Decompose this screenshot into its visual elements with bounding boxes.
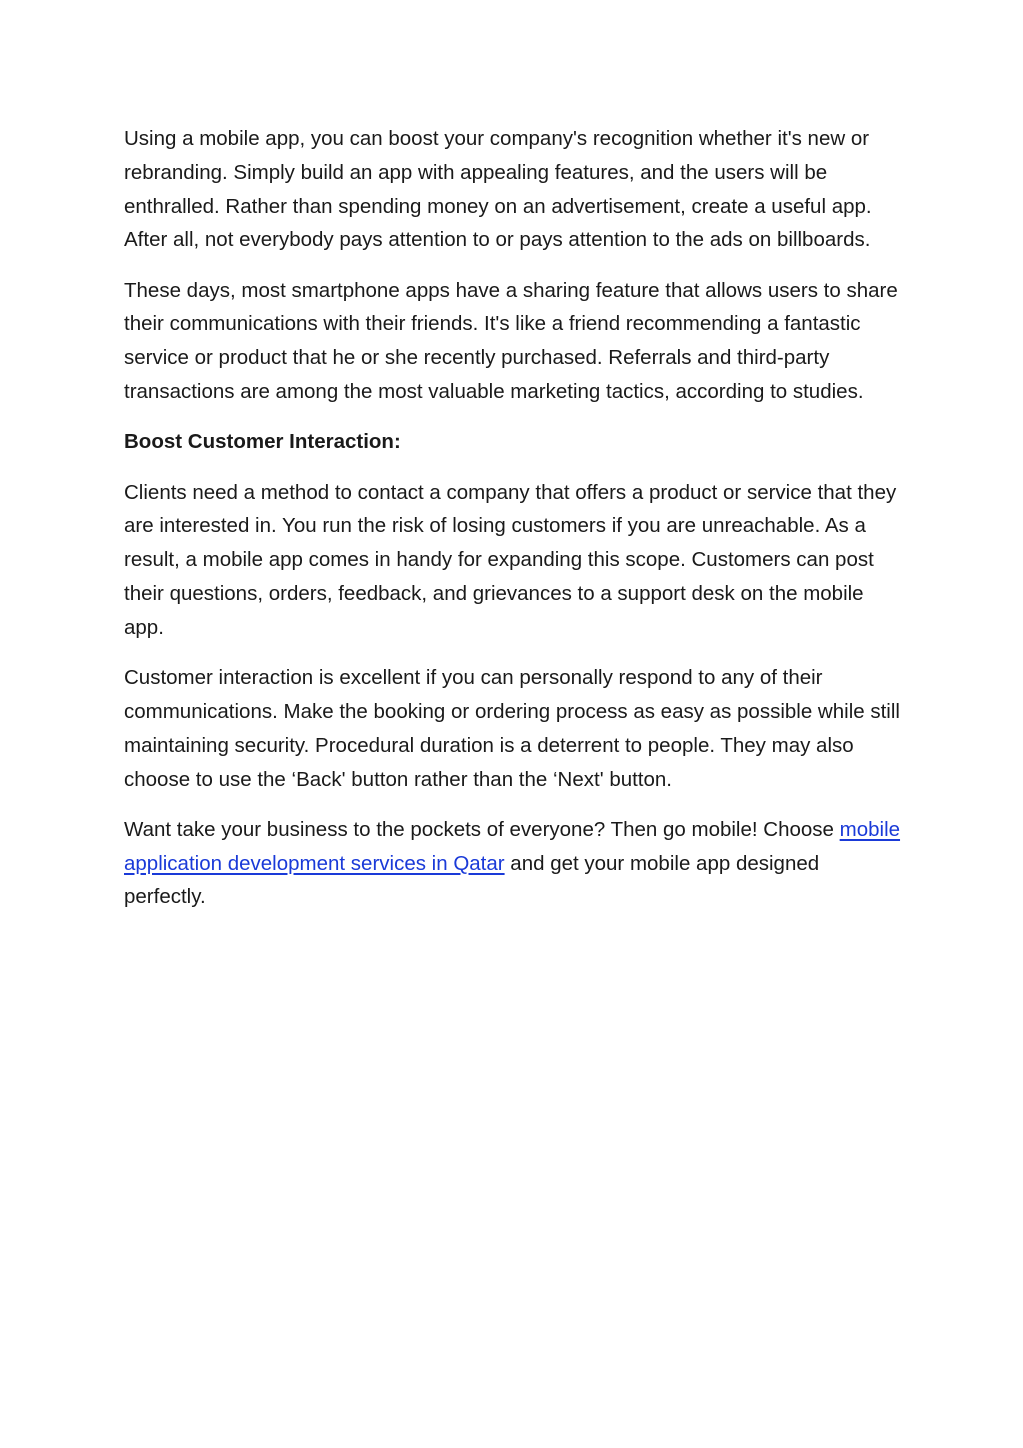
mobile-app-development-link[interactable]: mobile application development services in Qatar <box>124 817 901 875</box>
section-heading-customer-interaction: Boost Customer Interaction: <box>124 430 401 454</box>
paragraph-app-recognition: Using a mobile app, you can boost your company's recognition whether it's new or rebranding. Simply build an app with appealing features, and the users will be enthralled. Rather than spending money on an advertisement, create a useful app. After all, not everybody pays attention to or pays attention to the ads on billboards. <box>124 127 872 252</box>
paragraph-customer-interaction: Customer interaction is excellent if you can personally respond to any of their communications. Make the booking or ordering process as easy as possible while still maintaining security. Procedural duration is a deterrent to people. They may also choose to use the ‘Back' button rather than the ‘Next' button. <box>124 666 900 791</box>
paragraph-sharing-feature: These days, most smartphone apps have a sharing feature that allows users to share their communications with their friends. It's like a friend recommending a fantastic service or product that he or she recently purchased. Referrals and third-party transactions are among the most valuable marketing tactics, according to studies. <box>124 278 898 404</box>
go-mobile-text-end: and get your mobile app designed perfectly. <box>124 851 820 909</box>
go-mobile-text-start: Want take your business to the pockets of everyone? Then go mobile! Choose <box>124 817 840 841</box>
document-body <box>124 122 904 931</box>
paragraph-client-contact: Clients need a method to contact a company that offers a product or service that they are interested in. You run the risk of losing customers if you are unreachable. As a result, a mobile app comes in handy for expanding this scope. Customers can post their questions, orders, feedback, and grievances to a support desk on the mobile app. <box>124 480 897 639</box>
paragraph-go-mobile <box>124 813 904 914</box>
